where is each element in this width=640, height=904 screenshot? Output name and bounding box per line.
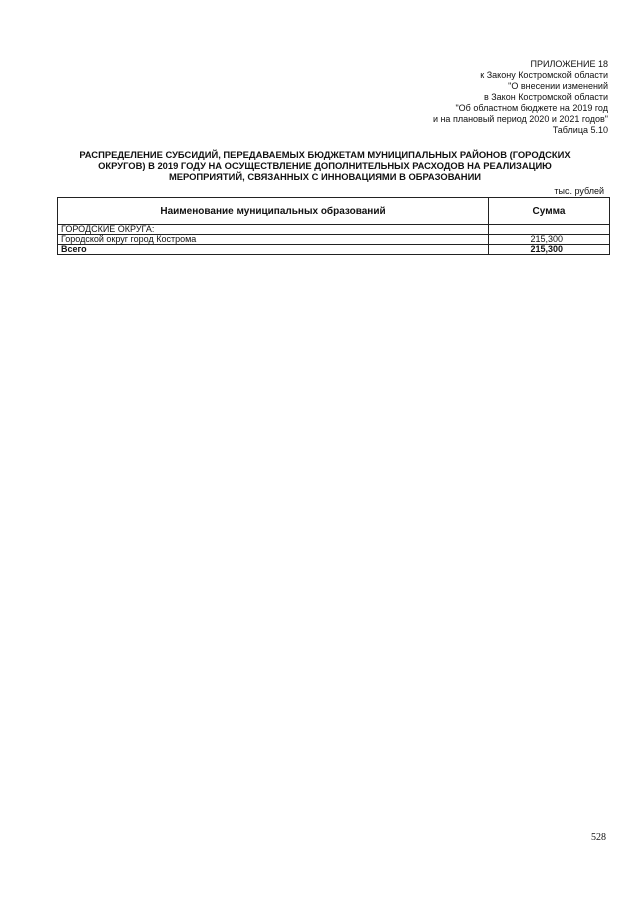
title-line: РАСПРЕДЕЛЕНИЕ СУБСИДИЙ, ПЕРЕДАВАЕМЫХ БЮДЖЕТАМ МУНИЦИПАЛЬНЫХ РАЙОНОВ (ГОРОДСКИХ	[79, 149, 571, 160]
appendix-line: "О внесении изменений	[508, 81, 608, 91]
row-amount: 215,300	[489, 235, 610, 245]
appendix-line: в Закон Костромской области	[483, 92, 608, 102]
header-name: Наименование муниципальных образований	[58, 198, 489, 225]
total-label: Всего	[58, 245, 489, 255]
appendix-block	[433, 59, 608, 136]
header-amount: Сумма	[489, 198, 610, 225]
table-header-row	[58, 198, 610, 225]
row-amount	[489, 225, 610, 235]
total-amount: 215,300	[489, 245, 610, 255]
distribution-table	[57, 197, 610, 255]
units-label: тыс. рублей	[554, 186, 604, 196]
page-number: 528	[591, 832, 606, 843]
title-line: МЕРОПРИЯТИЙ, СВЯЗАННЫХ С ИННОВАЦИЯМИ В ОБРАЗОВАНИИ	[168, 171, 482, 182]
title-line: ОКРУГОВ) В 2019 ГОДУ НА ОСУЩЕСТВЛЕНИЕ ДОПОЛНИТЕЛЬНЫХ РАСХОДОВ НА РЕАЛИЗАЦИЮ	[98, 160, 552, 171]
row-name: ГОРОДСКИЕ ОКРУГА:	[58, 225, 489, 235]
table-row	[58, 225, 610, 235]
document-title	[60, 149, 590, 182]
appendix-line: ПРИЛОЖЕНИЕ 18	[530, 59, 608, 69]
appendix-line: "Об областном бюджете на 2019 год	[455, 103, 608, 113]
row-name: Городской округ город Кострома	[58, 235, 489, 245]
total-row	[58, 245, 610, 255]
table-number: Таблица 5.10	[552, 125, 608, 135]
appendix-line: к Закону Костромской области	[480, 70, 608, 80]
appendix-line: и на плановый период 2020 и 2021 годов"	[432, 114, 608, 124]
table-row	[58, 235, 610, 245]
